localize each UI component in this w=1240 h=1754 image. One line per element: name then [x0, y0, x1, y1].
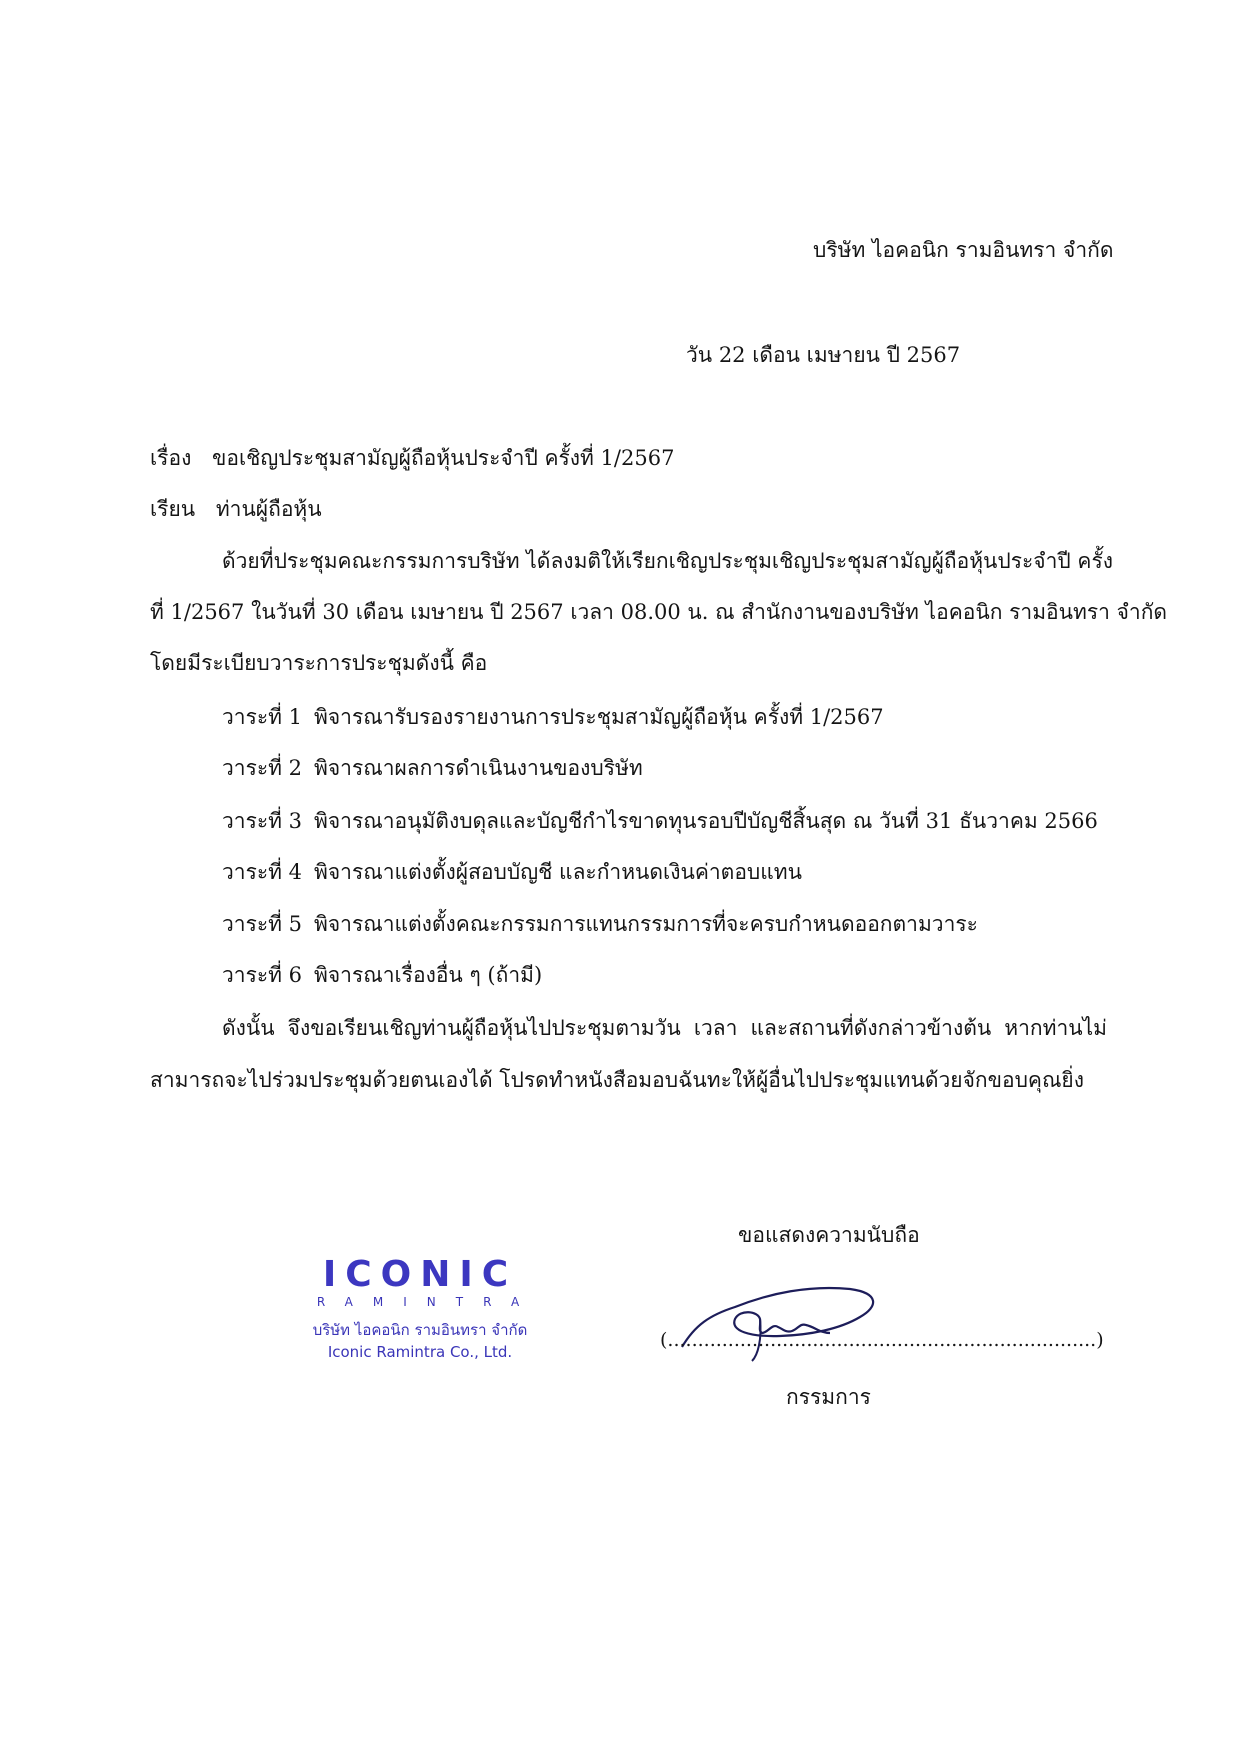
agenda-number: วาระที่ 3	[222, 809, 303, 833]
agenda-item	[222, 909, 978, 939]
agenda-item	[222, 857, 802, 887]
agenda-text: พิจารณารับรองรายงานการประชุมสามัญผู้ถือหุ้น ครั้งที่ 1/2567	[314, 705, 884, 729]
agenda-item	[222, 960, 542, 990]
subject-text: ขอเชิญประชุมสามัญผู้ถือหุ้นประจำปี ครั้งที่ 1/2567	[212, 446, 675, 470]
salutation-label: เรียน	[150, 497, 196, 521]
salutation-line	[150, 494, 322, 524]
subject-line	[150, 443, 674, 473]
agenda-text: พิจารณาผลการดำเนินงานของบริษัท	[314, 756, 643, 780]
body-paragraph-1-line-1: ด้วยที่ประชุมคณะกรรมการบริษัท ได้ลงมติให้เรียกเชิญประชุมเชิญประชุมสามัญผู้ถือหุ้นประจำปี ครั้ง	[222, 549, 1113, 573]
agenda-text: พิจารณาแต่งตั้งผู้สอบบัญชี และกำหนดเงินค่าตอบแทน	[314, 860, 802, 884]
stamp-english-name: Iconic Ramintra Co., Ltd.	[327, 1343, 513, 1361]
iconic-logo: ICONIC	[322, 1254, 518, 1295]
agenda-text: พิจารณาแต่งตั้งคณะกรรมการแทนกรรมการที่จะครบกำหนดออกตามวาระ	[314, 912, 978, 936]
signature-area	[640, 1215, 1104, 1395]
body-paragraph-2-line-2: สามารถจะไปร่วมประชุมด้วยตนเองได้ โปรดทำหนังสือมอบฉันทะให้ผู้อื่นไปประชุมแทนด้วยจักขอบคุณยิ่ง	[150, 1068, 1084, 1092]
agenda-item	[222, 806, 1098, 836]
agenda-text: พิจารณาเรื่องอื่น ๆ (ถ้ามี)	[314, 963, 543, 987]
signature-line: (.......................................................................)	[660, 1329, 1104, 1351]
agenda-number: วาระที่ 5	[222, 912, 303, 936]
company-name: บริษัท ไอคอนิก รามอินทรา จำกัด	[813, 238, 1114, 262]
agenda-number: วาระที่ 2	[222, 756, 303, 780]
agenda-number: วาระที่ 1	[222, 705, 303, 729]
body-paragraph-1-line-2: ที่ 1/2567 ในวันที่ 30 เดือน เมษายน ปี 2567 เวลา 08.00 น. ณ สำนักงานของบริษัท ไอคอนิก รามอินทรา จำกัด	[150, 600, 1168, 624]
signer-title: กรรมการ	[786, 1385, 871, 1409]
stamp-thai-name: บริษัท ไอคอนิก รามอินทรา จำกัด	[312, 1321, 528, 1339]
salutation-text: ท่านผู้ถือหุ้น	[215, 497, 322, 521]
body-paragraph-2-line-1: ดังนั้น จึงขอเรียนเชิญท่านผู้ถือหุ้นไปประชุมตามวัน เวลา และสถานที่ดังกล่าวข้างต้น หากท่านไม่	[222, 1016, 1107, 1040]
letter-date: วัน 22 เดือน เมษายน ปี 2567	[686, 343, 961, 367]
agenda-number: วาระที่ 4	[222, 860, 303, 884]
agenda-item	[222, 753, 643, 783]
agenda-text: พิจารณาอนุมัติงบดุลและบัญชีกำไรขาดทุนรอบปีบัญชีสิ้นสุด ณ วันที่ 31 ธันวาคม 2566	[314, 809, 1098, 833]
company-stamp	[290, 1255, 550, 1375]
subject-label: เรื่อง	[150, 446, 192, 470]
agenda-number: วาระที่ 6	[222, 963, 303, 987]
body-paragraph-1-line-3: โดยมีระเบียบวาระการประชุมดังนี้ คือ	[150, 651, 488, 675]
iconic-logo-sub: RAMINTRA	[316, 1295, 540, 1309]
closing-regards: ขอแสดงความนับถือ	[738, 1223, 920, 1247]
agenda-item	[222, 702, 884, 732]
